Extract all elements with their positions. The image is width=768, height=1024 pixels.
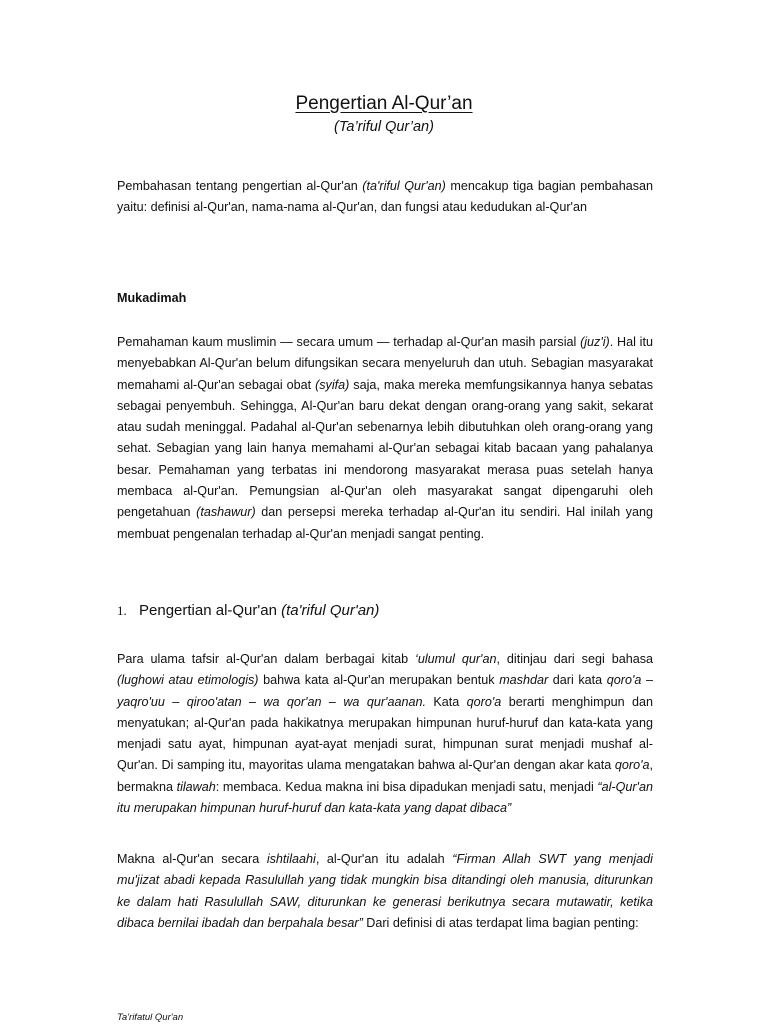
page-footer: Ta'rifatul Qur'an: [117, 1012, 184, 1023]
mukadimah-run: . Hal itu menyebabkan Al-Qur'an belum difungsikan secara menyeluruh dan utuh. Sebagian masyarakat memahami al-Qur'an sebagai obat: [117, 335, 653, 392]
mukadimah-paragraph: [117, 332, 653, 545]
mukadimah-run: (syifa): [315, 377, 350, 392]
section-1-title-label: Pengertian al-Qur'an: [139, 602, 282, 619]
para-ulama-run: dari kata: [548, 673, 607, 688]
para-ulama-run: qoro'a: [614, 758, 650, 773]
para-ulama-run: , bermakna: [117, 758, 653, 794]
intro-run: mencakup tiga bagian pembahasan yaitu: definisi al-Qur'an, nama-nama al-Qur'an, dan fungsi atau kedudukan al-Qur'an: [117, 179, 654, 215]
para-ulama-run: ‘ulumul qur'an: [415, 652, 497, 666]
para-ulama-run: “al-Qur'an itu merupakan himpunan huruf-huruf dan kata-kata yang dapat dibaca”: [117, 779, 653, 816]
para-ulama-run: berarti menghimpun dan menyatukan; al-Qur'an pada hakikatnya merupakan himpunan huruf-huruf dan kata-kata yang menjadi satu ayat, himpunan ayat-ayat menjadi surat, himpunan surat menjadi mushaf al-Qur'an. Di samping itu, mayoritas ulama mengatakan bahwa al-Qur'an dengan akar kata: [117, 694, 654, 773]
para-ulama-run: : membaca. Kedua makna ini bisa dipadukan menjadi satu, menjadi: [215, 779, 598, 794]
intro-run: Pembahasan tentang pengertian al-Qur'an: [117, 179, 363, 193]
ulama-paragraph: [117, 649, 653, 819]
para-ulama-run: Kata: [425, 694, 467, 709]
mukadimah-run: (tashawur): [196, 505, 256, 520]
para-makna-run: Dari definisi di atas terdapat lima bagian penting:: [362, 915, 639, 930]
mukadimah-run: dan persepsi mereka terhadap al-Qur'an itu sendiri. Hal inilah yang membuat pengenalan terhadap al-Qur'an menjadi sangat penting.: [117, 505, 653, 541]
para-makna-run: ishtilaahi: [266, 852, 316, 866]
section-1-title-italic: (ta'riful Qur'an): [281, 602, 380, 619]
intro-run: (ta'riful Qur'an): [362, 179, 446, 193]
para-ulama-run: (lughowi atau etimologis): [117, 673, 259, 688]
makna-paragraph: [117, 849, 653, 934]
para-ulama-run: Para ulama tafsir al-Qur'an dalam berbagai kitab: [117, 652, 416, 666]
page-title-text: Pengertian Al-Qur’an: [295, 93, 473, 114]
page-title: [0, 92, 768, 116]
para-ulama-run: , ditinjau dari segi bahasa: [496, 652, 654, 666]
para-makna-run: Makna al-Qur'an secara: [117, 852, 267, 866]
intro-paragraph: [117, 176, 653, 219]
para-ulama-run: bahwa kata al-Qur'an merupakan bentuk: [258, 673, 500, 688]
mukadimah-run: (juz'i): [580, 335, 610, 349]
mukadimah-heading: Mukadimah: [117, 291, 187, 305]
page-subtitle: (Ta’riful Qur’an): [334, 119, 434, 135]
para-ulama-run: mashdar: [499, 673, 549, 688]
para-makna-run: “Firman Allah SWT yang menjadi mu'jizat abadi kepada Rasulullah yang tidak mungkin bisa ditandingi oleh manusia, diturunkan ke dalam hati Rasulullah SAW, diturunkan ke generasi berikutnya secara mutawatir, ketika dibaca bernilai ibadah dan berpahala besar”: [117, 852, 653, 930]
para-ulama-run: qoro'a – yaqro'uu – qiroo'atan – wa qor'an – wa qur'aanan.: [117, 673, 653, 709]
section-1-title: [139, 602, 379, 619]
para-makna-run: , al-Qur'an itu adalah: [315, 852, 453, 866]
mukadimah-run: saja, maka mereka memfungsikannya hanya sebatas sebagai penyembuh. Sehingga, Al-Qur'an baru dekat dengan orang-orang yang sakit, sekarat atau sudah meninggal. Padahal al-Qur'an sebenarnya lebih dibutuhkan oleh orang-orang yang sehat. Sebagian yang lain hanya memahami al-Qur'an sebagai kitab bacaan yang pahalanya besar. Pemahaman yang terbatas ini mendorong masyarakat merasa puas setelah hanya membaca al-Qur'an. Pemungsian al-Qur'an oleh masyarakat sangat dipengaruhi oleh pengetahuan: [117, 377, 653, 520]
section-1-heading: [117, 600, 379, 622]
para-ulama-run: qoro'a: [466, 694, 502, 709]
mukadimah-run: Pemahaman kaum muslimin — secara umum — terhadap al-Qur'an masih parsial: [117, 335, 581, 349]
section-1-number: 1.: [117, 603, 127, 618]
para-ulama-run: tilawah: [176, 779, 216, 794]
